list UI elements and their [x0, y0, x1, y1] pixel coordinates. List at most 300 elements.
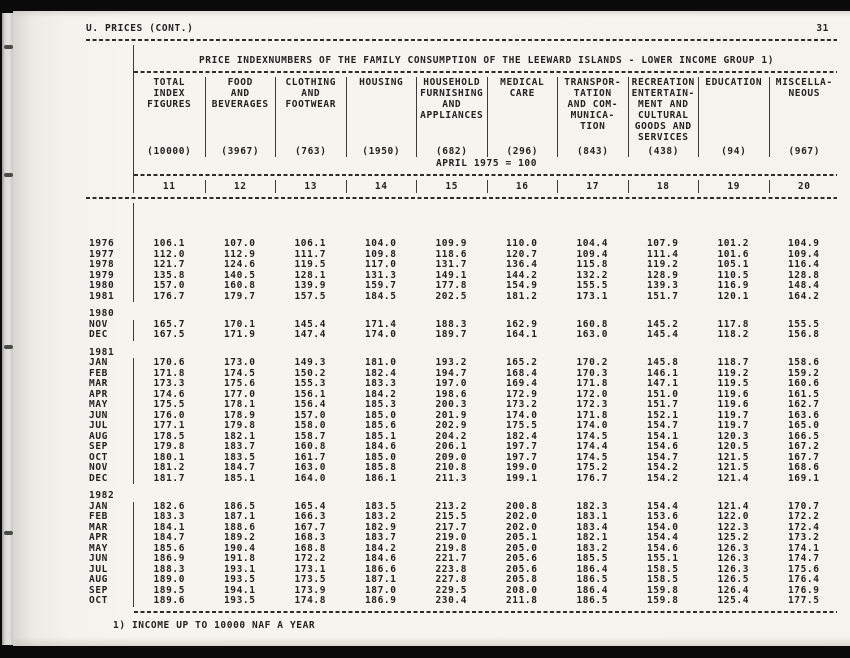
value-cell: 183.7 [223, 441, 256, 452]
value-cell: 183.2 [576, 542, 609, 554]
row-label: 1980 [86, 281, 134, 292]
value-cell: 119.7 [717, 409, 750, 421]
binding-mark [4, 531, 13, 535]
table-row [86, 533, 839, 544]
value-cell: 154.7 [646, 451, 679, 463]
column-header-line: MEDICAL [500, 77, 545, 88]
column-header-line: FOOD [227, 77, 253, 88]
row-label: JUL [86, 565, 134, 576]
value-cell: 160.6 [787, 378, 820, 389]
value-cell: 122.3 [717, 521, 750, 533]
column-header [628, 77, 699, 157]
value-cell: 163.6 [787, 409, 820, 421]
value-cell: 106.1 [294, 238, 327, 249]
value-cell: 189.0 [153, 574, 186, 585]
value-cell: 112.9 [223, 248, 256, 260]
column-weight: (94) [721, 146, 747, 157]
value-cell: 125.2 [717, 532, 750, 543]
value-cell: 182.1 [223, 430, 256, 442]
value-cell: 120.3 [717, 430, 750, 442]
value-cell: 170.7 [787, 500, 820, 512]
value-cell: 158.5 [646, 574, 679, 585]
value-cell: 121.4 [717, 500, 750, 512]
value-cell: 190.4 [223, 542, 256, 554]
value-cell: 167.7 [787, 451, 820, 463]
value-cell: 168.4 [505, 367, 538, 379]
value-cell: 171.8 [576, 378, 609, 389]
value-cell: 139.9 [294, 280, 327, 291]
column-header [698, 77, 769, 157]
column-header-line: CARE [509, 88, 535, 99]
column-header [769, 77, 840, 157]
value-cell: 166.5 [787, 430, 820, 442]
value-cell: 169.4 [505, 378, 538, 389]
table-row [86, 554, 839, 565]
value-cell: 128.1 [294, 269, 327, 281]
value-cell: 109.4 [576, 248, 609, 260]
column-header-line: HOUSEHOLD [423, 77, 481, 88]
column-header [416, 77, 487, 157]
value-cell: 217.7 [435, 521, 468, 533]
table-row [86, 330, 839, 341]
value-cell: 119.5 [294, 259, 327, 270]
value-cell: 193.2 [435, 357, 468, 368]
column-weight: (1950) [362, 146, 401, 157]
value-cell: 128.9 [646, 269, 679, 281]
value-cell: 170.6 [153, 357, 186, 368]
value-cell: 211.8 [505, 595, 538, 606]
value-cell: 154.1 [646, 430, 679, 442]
value-cell: 185.1 [364, 430, 397, 442]
table-body [86, 239, 839, 607]
value-cell: 213.2 [435, 500, 468, 512]
value-cell: 172.2 [294, 553, 327, 564]
value-cell: 193.1 [223, 563, 256, 575]
column-header-line: AND [301, 88, 321, 99]
row-label: 1976 [86, 239, 134, 250]
value-cell: 186.4 [576, 563, 609, 575]
table-row [86, 379, 839, 390]
value-cell: 121.5 [717, 462, 750, 473]
value-cell: 107.0 [223, 238, 256, 249]
value-cell: 202.9 [435, 420, 468, 431]
value-cell: 219.8 [435, 542, 468, 554]
column-header-line: FOOTWEAR [285, 99, 337, 110]
column-header-line: MENT AND [637, 99, 689, 110]
value-cell: 119.5 [717, 378, 750, 389]
column-header-line: FURNISHING [420, 88, 484, 99]
value-cell: 111.7 [294, 248, 327, 260]
value-cell: 171.8 [153, 367, 186, 379]
year-label: 1982 [89, 490, 115, 501]
value-cell: 186.5 [576, 574, 609, 585]
value-cell: 156.1 [294, 388, 327, 400]
value-cell: 177.1 [153, 420, 186, 431]
value-cell: 121.5 [717, 451, 750, 463]
value-cell: 140.5 [223, 269, 256, 281]
value-cell: 186.5 [223, 500, 256, 512]
value-cell: 145.8 [646, 357, 679, 368]
table-row [86, 442, 839, 453]
column-number: 13 [275, 180, 346, 193]
value-cell: 165.4 [294, 500, 327, 512]
value-cell: 189.2 [223, 532, 256, 543]
value-cell: 177.5 [787, 595, 820, 606]
value-cell: 185.6 [364, 420, 397, 431]
column-number: 15 [416, 180, 487, 193]
value-cell: 149.3 [294, 357, 327, 368]
value-cell: 154.2 [646, 472, 679, 484]
value-cell: 174.4 [576, 441, 609, 452]
column-number: 14 [346, 180, 417, 193]
value-cell: 188.3 [153, 563, 186, 575]
row-label: 1979 [86, 271, 134, 282]
column-header-line: TRANSPOR- [564, 77, 622, 88]
value-cell: 183.7 [364, 532, 397, 543]
value-cell: 175.6 [787, 563, 820, 575]
value-cell: 185.5 [576, 553, 609, 564]
value-cell: 171.8 [576, 409, 609, 421]
value-cell: 174.5 [223, 367, 256, 379]
value-cell: 181.0 [364, 357, 397, 368]
value-cell: 163.0 [294, 462, 327, 473]
value-cell: 154.7 [646, 420, 679, 431]
spacer-row [86, 45, 839, 55]
value-cell: 155.5 [787, 318, 820, 330]
table-row [86, 474, 839, 485]
value-cell: 154.6 [646, 441, 679, 452]
value-cell: 185.8 [364, 462, 397, 473]
column-header-line: AND COM- [567, 99, 619, 110]
value-cell: 183.2 [364, 511, 397, 522]
value-cell: 176.0 [153, 409, 186, 421]
value-cell: 105.1 [717, 259, 750, 270]
column-weight: (967) [788, 146, 821, 157]
column-weight: (843) [576, 146, 609, 157]
value-cell: 173.1 [576, 290, 609, 302]
value-cell: 139.3 [646, 280, 679, 291]
value-cell: 174.1 [787, 542, 820, 554]
value-cell: 180.1 [153, 451, 186, 463]
column-header-line: MUNICA- [570, 110, 615, 121]
row-label: MAY [86, 544, 134, 555]
value-cell: 189.5 [153, 584, 186, 596]
value-cell: 202.0 [505, 511, 538, 522]
document-page [13, 11, 850, 646]
value-cell: 215.5 [435, 511, 468, 522]
book-spine-edge [2, 13, 13, 645]
value-cell: 210.8 [435, 462, 468, 473]
value-cell: 189.6 [153, 595, 186, 606]
value-cell: 199.0 [505, 462, 538, 473]
value-cell: 154.2 [646, 462, 679, 473]
rule-divider [86, 35, 839, 45]
value-cell: 173.1 [294, 563, 327, 575]
column-header [487, 77, 558, 157]
column-header-line: TOTAL [153, 77, 186, 88]
column-header-line: NEOUS [788, 88, 821, 99]
base-period: APRIL 1975 = 100 [435, 158, 538, 169]
value-cell: 158.6 [787, 357, 820, 368]
row-label: MAR [86, 379, 134, 390]
table-title-row [86, 55, 839, 67]
value-cell: 157.5 [294, 290, 327, 302]
value-cell: 172.3 [576, 399, 609, 410]
year-label: 1981 [89, 346, 115, 358]
value-cell: 110.5 [717, 269, 750, 281]
value-cell: 154.4 [646, 532, 679, 543]
column-header-line: GOODS AND [634, 121, 692, 132]
value-cell: 110.0 [505, 238, 538, 249]
value-cell: 158.0 [294, 420, 327, 431]
row-label: 1977 [86, 250, 134, 261]
value-cell: 170.2 [576, 357, 609, 368]
value-cell: 131.7 [435, 259, 468, 270]
value-cell: 186.4 [576, 584, 609, 596]
value-cell: 205.6 [505, 553, 538, 564]
value-cell: 165.0 [787, 420, 820, 431]
value-cell: 193.5 [223, 574, 256, 585]
column-header-line: CLOTHING [285, 77, 337, 88]
rule-divider [86, 607, 839, 617]
footnote: 1) INCOME UP TO 10000 NAF A YEAR [113, 619, 316, 631]
column-number: 12 [205, 180, 276, 193]
value-cell: 118.2 [717, 329, 750, 340]
value-cell: 121.7 [153, 259, 186, 270]
value-cell: 174.0 [364, 329, 397, 340]
value-cell: 205.8 [505, 574, 538, 585]
column-header-line: APPLIANCES [420, 110, 484, 121]
year-label: 1980 [89, 308, 115, 319]
value-cell: 154.6 [646, 542, 679, 554]
value-cell: 155.5 [576, 280, 609, 291]
value-cell: 118.7 [717, 357, 750, 368]
value-cell: 186.5 [576, 595, 609, 606]
table-row [86, 512, 839, 523]
value-cell: 200.8 [505, 500, 538, 512]
value-cell: 181.2 [505, 290, 538, 302]
value-cell: 104.9 [787, 238, 820, 249]
value-cell: 184.6 [364, 441, 397, 452]
value-cell: 111.4 [646, 248, 679, 260]
row-label: JUL [86, 421, 134, 432]
row-label: FEB [86, 512, 134, 523]
value-cell: 119.2 [717, 367, 750, 379]
value-cell: 177.8 [435, 280, 468, 291]
value-cell: 159.8 [646, 584, 679, 596]
rule-divider [86, 170, 839, 180]
row-label: MAR [86, 523, 134, 534]
row-label: SEP [86, 442, 134, 453]
column-header-line: SERVICES [637, 132, 689, 143]
value-cell: 201.9 [435, 409, 468, 421]
column-header-line: AND [230, 88, 250, 99]
value-cell: 147.4 [294, 329, 327, 340]
value-cell: 200.3 [435, 399, 468, 410]
value-cell: 173.3 [153, 378, 186, 389]
table-row [86, 358, 839, 369]
value-cell: 197.7 [505, 441, 538, 452]
column-weight: (438) [647, 146, 680, 157]
running-head [86, 23, 839, 35]
value-cell: 145.2 [646, 318, 679, 330]
value-cell: 186.6 [364, 563, 397, 575]
value-cell: 219.0 [435, 532, 468, 543]
row-label: DEC [86, 474, 134, 485]
value-cell: 182.4 [364, 367, 397, 379]
column-header-line: CULTURAL [637, 110, 689, 121]
value-cell: 194.7 [435, 367, 468, 379]
value-cell: 204.2 [435, 430, 468, 442]
column-weight: (682) [435, 146, 468, 157]
value-cell: 184.7 [223, 462, 256, 473]
value-cell: 109.9 [435, 238, 468, 249]
row-label: OCT [86, 453, 134, 464]
value-cell: 119.6 [717, 399, 750, 410]
value-cell: 116.9 [717, 280, 750, 291]
value-cell: 155.3 [294, 378, 327, 389]
value-cell: 187.0 [364, 584, 397, 596]
value-cell: 186.9 [364, 595, 397, 606]
binding-mark [4, 345, 13, 349]
value-cell: 117.8 [717, 318, 750, 330]
value-cell: 149.1 [435, 269, 468, 281]
column-header-row [86, 77, 839, 157]
value-cell: 188.6 [223, 521, 256, 533]
value-cell: 183.3 [153, 511, 186, 522]
value-cell: 161.5 [787, 388, 820, 400]
table-row [86, 260, 839, 271]
value-cell: 165.7 [153, 318, 186, 330]
value-cell: 150.2 [294, 367, 327, 379]
value-cell: 191.8 [223, 553, 256, 564]
value-cell: 175.5 [505, 420, 538, 431]
year-group-label-row [86, 491, 839, 502]
page-number: 31 [816, 23, 829, 34]
base-period-row [86, 157, 839, 170]
value-cell: 125.4 [717, 595, 750, 606]
value-cell: 176.9 [787, 584, 820, 596]
value-cell: 172.0 [576, 388, 609, 400]
value-cell: 126.3 [717, 553, 750, 564]
value-cell: 146.1 [646, 367, 679, 379]
value-cell: 174.6 [153, 388, 186, 400]
value-cell: 182.4 [505, 430, 538, 442]
row-label: JUN [86, 554, 134, 565]
value-cell: 153.6 [646, 511, 679, 522]
value-cell: 159.8 [646, 595, 679, 606]
value-cell: 172.4 [787, 521, 820, 533]
row-label: DEC [86, 330, 134, 341]
value-cell: 154.9 [505, 280, 538, 291]
table-row [86, 421, 839, 432]
value-cell: 178.5 [153, 430, 186, 442]
table-row [86, 239, 839, 250]
value-cell: 158.5 [646, 563, 679, 575]
column-header-line: BEVERAGES [211, 99, 269, 110]
row-label: MAY [86, 400, 134, 411]
value-cell: 145.4 [646, 329, 679, 340]
value-cell: 151.7 [646, 399, 679, 410]
value-cell: 151.7 [646, 290, 679, 302]
value-cell: 184.2 [364, 388, 397, 400]
row-label: NOV [86, 320, 134, 331]
value-cell: 174.7 [787, 553, 820, 564]
column-number: 19 [698, 180, 769, 193]
value-cell: 211.3 [435, 472, 468, 484]
row-label: JUN [86, 411, 134, 422]
table-row [86, 463, 839, 474]
value-cell: 205.1 [505, 532, 538, 543]
column-header-line: RECREATION [631, 77, 695, 88]
value-cell: 206.1 [435, 441, 468, 452]
value-cell: 118.6 [435, 248, 468, 260]
value-cell: 187.1 [364, 574, 397, 585]
value-cell: 152.1 [646, 409, 679, 421]
value-cell: 120.1 [717, 290, 750, 302]
value-cell: 186.9 [153, 553, 186, 564]
value-cell: 179.7 [223, 290, 256, 302]
value-cell: 197.0 [435, 378, 468, 389]
value-cell: 166.3 [294, 511, 327, 522]
value-cell: 169.1 [787, 472, 820, 484]
row-label: APR [86, 390, 134, 401]
value-cell: 132.2 [576, 269, 609, 281]
value-cell: 147.1 [646, 378, 679, 389]
value-cell: 223.8 [435, 563, 468, 575]
column-header-line: EDUCATION [705, 77, 763, 88]
value-cell: 151.0 [646, 388, 679, 400]
value-cell: 157.0 [153, 280, 186, 291]
value-cell: 126.3 [717, 542, 750, 554]
column-header [134, 77, 205, 157]
value-cell: 160.8 [294, 441, 327, 452]
value-cell: 119.2 [646, 259, 679, 270]
value-cell: 165.2 [505, 357, 538, 368]
value-cell: 181.7 [153, 472, 186, 484]
value-cell: 148.4 [787, 280, 820, 291]
column-header-line: TATION [573, 88, 612, 99]
column-number: 20 [769, 180, 840, 193]
value-cell: 145.4 [294, 318, 327, 330]
value-cell: 186.1 [364, 472, 397, 484]
value-cell: 101.2 [717, 238, 750, 249]
column-header-line: HOUSING [359, 77, 404, 88]
value-cell: 175.5 [153, 399, 186, 410]
value-cell: 194.1 [223, 584, 256, 596]
value-cell: 159.7 [364, 280, 397, 291]
value-cell: 193.5 [223, 595, 256, 606]
row-label: SEP [86, 586, 134, 597]
column-number: 16 [487, 180, 558, 193]
label-column-gutter [86, 77, 134, 157]
value-cell: 230.4 [435, 595, 468, 606]
value-cell: 174.5 [576, 451, 609, 463]
value-cell: 168.6 [787, 462, 820, 473]
value-cell: 171.9 [223, 329, 256, 340]
value-cell: 116.4 [787, 259, 820, 270]
value-cell: 185.6 [153, 542, 186, 554]
value-cell: 136.4 [505, 259, 538, 270]
column-header [346, 77, 417, 157]
column-number: 18 [628, 180, 699, 193]
value-cell: 185.0 [364, 451, 397, 463]
value-cell: 183.1 [576, 511, 609, 522]
column-header [205, 77, 276, 157]
value-cell: 167.5 [153, 329, 186, 340]
value-cell: 168.3 [294, 532, 327, 543]
value-cell: 117.0 [364, 259, 397, 270]
